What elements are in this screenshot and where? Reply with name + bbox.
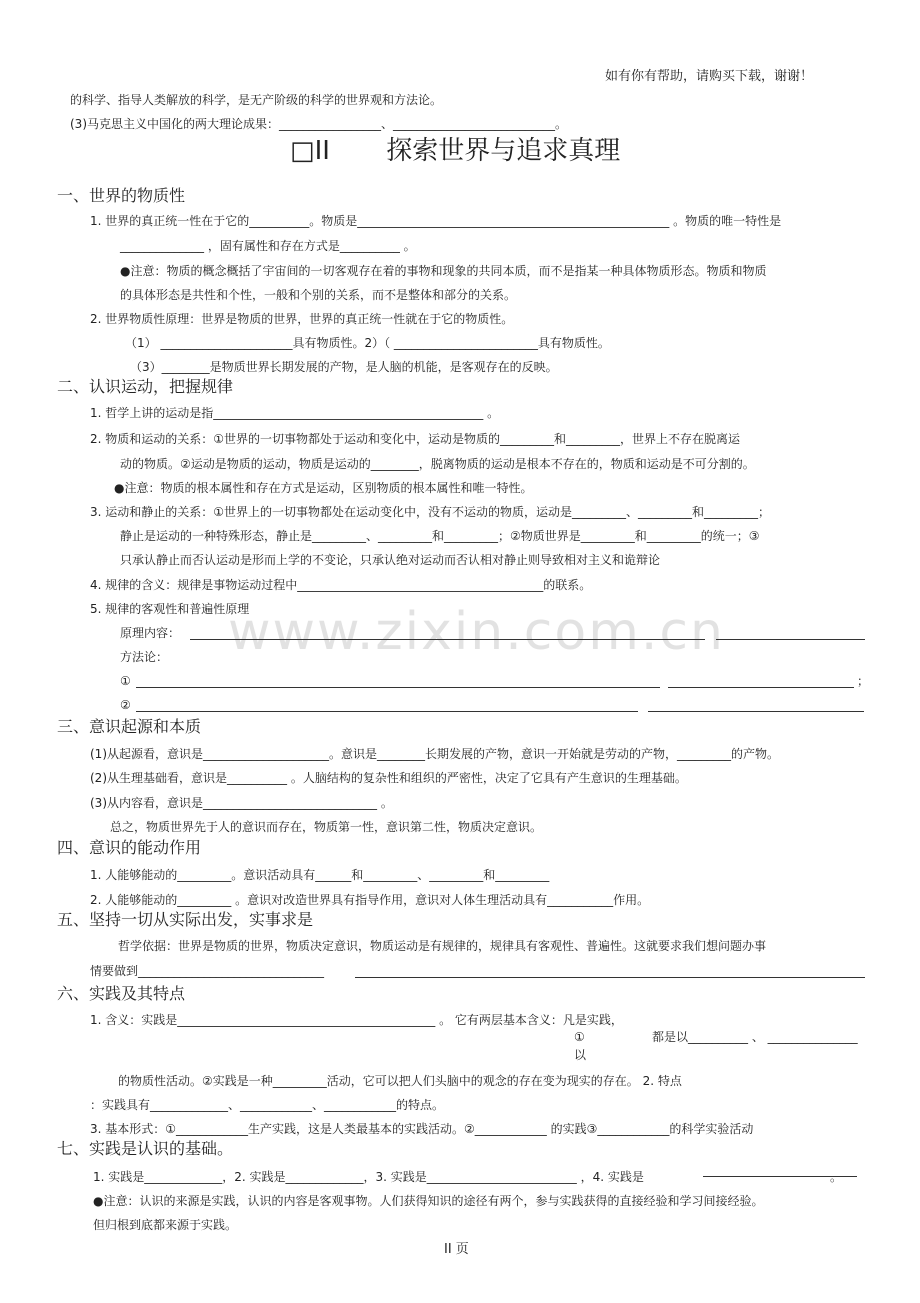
s6-circle-1: ① bbox=[574, 1030, 585, 1044]
s2-method-2: ② bbox=[120, 698, 131, 712]
s4-line-1: 1. 人能够能动的_________。意识活动具有______和_________、_________和_________ bbox=[90, 868, 550, 882]
s6-yi: 以 bbox=[574, 1048, 587, 1062]
s2-line-6: 只承认静止而否认运动是形而上学的不变论，只承认绝对运动而否认相对静止则导致相对主义和诡辩论 bbox=[120, 553, 661, 567]
intro-line-1: 的科学、指导人类解放的科学，是无产阶级的科学的世界观和方法论。 bbox=[70, 93, 443, 107]
s3-line-1: (1)从起源看，意识是_____________________。意识是________长期发展的产物，意识一开始就是劳动的产物，_________的产物。 bbox=[90, 747, 780, 761]
s1-line-1: 1. 世界的真正统一性在于它的__________。物质是____________________________________________________ 。物质的唯一特性是 bbox=[90, 214, 782, 228]
chapter-number: □II bbox=[290, 136, 330, 166]
s1-note-1: ●注意：物质的概念概括了宇宙间的一切客观存在着的事物和现象的共同本质，而不是指某一种具体物质形态。物质和物质 bbox=[120, 264, 767, 278]
watermark: www.zixin.com.cn bbox=[228, 602, 725, 662]
s2-method-1: ① bbox=[120, 674, 131, 688]
s7-note-2: 但归根到底都来源于实践。 bbox=[93, 1218, 238, 1232]
section-heading-4: 四、意识的能动作用 bbox=[57, 838, 202, 857]
s1-line-5: （3）________是物质世界长期发展的产物，是人脑的机能，是客观存在的反映。 bbox=[130, 360, 558, 374]
s1-note-2: 的具体形态是共性和个性，一般和个别的关系，而不是整体和部分的关系。 bbox=[120, 288, 517, 302]
s6-line-5: 3. 基本形式：①____________生产实践，这是人类最基本的实践活动。②____________ 的实践③____________的科学实验活动 bbox=[90, 1122, 754, 1136]
s2-principle-label: 原理内容： bbox=[120, 626, 181, 640]
chapter-title bbox=[290, 135, 620, 167]
method-2-blank-b bbox=[648, 711, 864, 712]
principle-blank-1 bbox=[190, 639, 705, 640]
s2-line-5: 静止是运动的一种特殊形态，静止是_________、_________和_________；②物质世界是_________和_________的统一；③ bbox=[120, 529, 760, 543]
method-1-blank-b bbox=[668, 687, 854, 688]
s5-line-1: 哲学依据：世界是物质的世界，物质决定意识，物质运动是有规律的，规律具有客观性、普遍性。这就要求我们想问题办事 bbox=[118, 939, 767, 953]
s6-line-1: 1. 含义：实践是___________________________________________ 。 它有两层基本含义：凡是实践， bbox=[90, 1013, 623, 1027]
chapter-name: 探索世界与追求真理 bbox=[386, 136, 621, 166]
s2-line-3: 动的物质。②运动是物质的运动，物质是运动的________，脱离物质的运动是根本不存在的，物质和运动是不可分割的。 bbox=[120, 457, 755, 471]
s5-answer-blank bbox=[355, 977, 865, 978]
s3-line-3: (3)从内容看，意识是_____________________________ 。 bbox=[90, 796, 393, 810]
s2-line-8: 5. 规律的客观性和普遍性原理 bbox=[90, 602, 250, 616]
s6-line-4: ：实践具有_____________、____________、____________的特点。 bbox=[90, 1098, 445, 1112]
s7-line-1: 1. 实践是_____________，2. 实践是_____________，3. 实践是_________________________ ，4. 实践是 bbox=[93, 1170, 644, 1184]
section-heading-7: 七、实践是认识的基础。 bbox=[57, 1139, 234, 1158]
method-1-blank-a bbox=[136, 687, 660, 688]
s2-method-label: 方法论： bbox=[120, 650, 169, 664]
s4-line-2: 2. 人能够能动的_________ 。意识对改造世界具有指导作用，意识对人体生理活动具有___________作用。 bbox=[90, 893, 650, 907]
s1-line-2: ______________ ，固有属性和存在方式是__________ 。 bbox=[120, 239, 416, 253]
s6-line-2: 都是以__________ 、 _______________ bbox=[652, 1030, 858, 1044]
section-heading-3: 三、意识起源和本质 bbox=[57, 717, 202, 736]
page-footer: II 页 bbox=[444, 1242, 469, 1257]
section-heading-6: 六、实践及其特点 bbox=[57, 984, 186, 1003]
s5-line-2: 情要做到_______________________________ bbox=[90, 964, 325, 978]
s3-summary: 总之，物质世界先于人的意识而存在，物质第一性，意识第二性，物质决定意识。 bbox=[110, 820, 543, 834]
section-heading-5: 五、坚持一切从实际出发，实事求是 bbox=[57, 910, 314, 929]
s2-line-4: 3. 运动和静止的关系：①世界上的一切事物都处在运动变化中，没有不运动的物质，运动是_________、_________和_________； bbox=[90, 505, 771, 519]
s6-line-3: 的物质性活动。②实践是一种_________活动，它可以把人们头脑中的观念的存在变为现实的存在。 2. 特点 bbox=[118, 1074, 682, 1088]
s2-line-1: 1. 哲学上讲的运动是指_____________________________________________ 。 bbox=[90, 406, 500, 420]
s7-note-1: ●注意：认识的来源是实践，认识的内容是客观事物。人们获得知识的途径有两个，参与实践获得的直接经验和学习间接经验。 bbox=[93, 1194, 764, 1208]
section-heading-1: 一、世界的物质性 bbox=[57, 186, 186, 205]
s7-line-1-end: 。 bbox=[830, 1170, 843, 1184]
s2-note: ●注意：物质的根本属性和存在方式是运动，区别物质的根本属性和唯一特性。 bbox=[114, 481, 533, 495]
s1-line-3: 2. 世界物质性原理：世界是物质的世界，世界的真正统一性就在于它的物质性。 bbox=[90, 312, 514, 326]
s1-line-4: （1） ______________________具有物质性。2）（ ________________________具有物质性。 bbox=[125, 336, 610, 350]
section-heading-2: 二、认识运动，把握规律 bbox=[57, 377, 234, 396]
method-2-blank-a bbox=[136, 711, 638, 712]
semicolon: ； bbox=[857, 674, 870, 688]
principle-blank-2 bbox=[716, 639, 865, 640]
s2-line-2: 2. 物质和运动的关系：①世界的一切事物都处于运动和变化中，运动是物质的_________和_________，世界上不存在脱离运 bbox=[90, 432, 741, 446]
s3-line-2: (2)从生理基础看，意识是__________ 。人脑结构的复杂性和组织的严密性，决定了它具有产生意识的生理基础。 bbox=[90, 771, 687, 785]
s2-line-7: 4. 规律的含义：规律是事物运动过程中_________________________________________的联系。 bbox=[90, 578, 592, 592]
intro-line-2: (3)马克思主义中国化的两大理论成果：_________________、___________________________。 bbox=[70, 117, 567, 131]
header-note: 如有你有帮助，请购买下载，谢谢！ bbox=[605, 69, 814, 84]
